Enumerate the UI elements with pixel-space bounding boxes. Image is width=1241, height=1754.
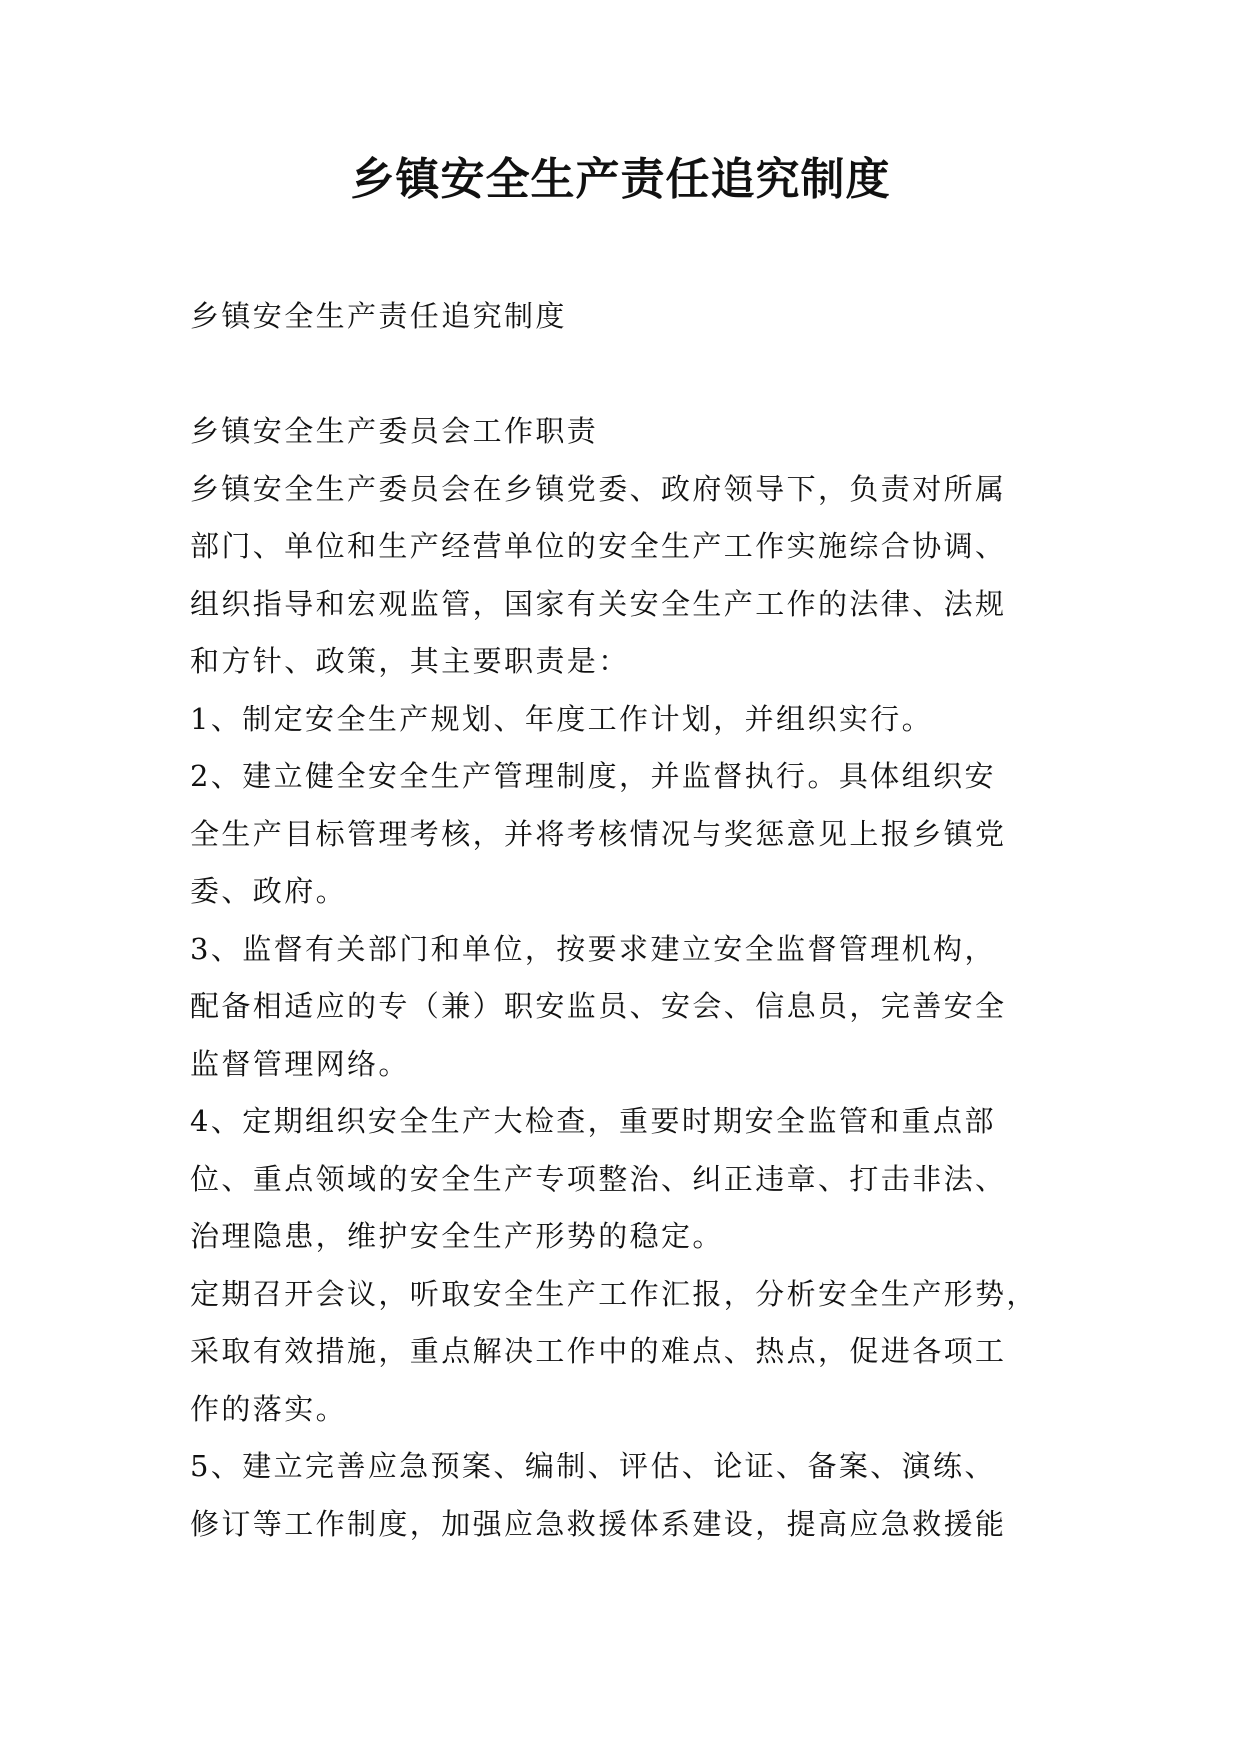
- body-line: 定期召开会议，听取安全生产工作汇报，分析安全生产形势，: [190, 1276, 1038, 1311]
- body-line: 位、重点领域的安全生产专项整治、纠正违章、打击非法、: [190, 1161, 1007, 1196]
- body-line: 采取有效措施，重点解决工作中的难点、热点，促进各项工: [190, 1334, 1007, 1368]
- body-line: 乡镇安全生产委员会在乡镇党委、政府领导下，负责对所属: [190, 471, 1007, 506]
- blank-line: [190, 346, 1070, 404]
- body-line: 配备相适应的专（兼）职安监员、安会、信息员，完善安全: [190, 989, 1007, 1023]
- body-line: 全生产目标管理考核，并将考核情况与奖惩意见上报乡镇党: [190, 816, 1007, 851]
- document-subtitle: 乡镇安全生产责任追究制度: [190, 299, 567, 333]
- body-line: 修订等工作制度，加强应急救援体系建设，提高应急救援能: [190, 1506, 1007, 1541]
- body-line: 监督管理网络。: [190, 1046, 410, 1081]
- body-line: 2、建立健全安全生产管理制度，并监督执行。具体组织安: [190, 759, 996, 793]
- body-line: 1、制定安全生产规划、年度工作计划，并组织实行。: [190, 701, 934, 736]
- document-title: 乡镇安全生产责任追究制度: [350, 154, 891, 205]
- body-line: 部门、单位和生产经营单位的安全生产工作实施综合协调、: [190, 529, 1007, 563]
- body-line: 4、定期组织安全生产大检查，重要时期安全监管和重点部: [190, 1104, 996, 1138]
- body-line: 作的落实。: [190, 1391, 348, 1426]
- document-body: [190, 288, 1070, 1553]
- body-line: 5、建立完善应急预案、编制、评估、论证、备案、演练、: [190, 1449, 996, 1483]
- section-heading: 乡镇安全生产委员会工作职责: [190, 414, 599, 448]
- body-line: 组织指导和宏观监管，国家有关安全生产工作的法律、法规: [190, 586, 1007, 621]
- body-line: 委、政府。: [190, 874, 348, 908]
- body-line: 3、监督有关部门和单位，按要求建立安全监督管理机构，: [190, 931, 996, 966]
- body-line: 治理隐患，维护安全生产形势的稳定。: [190, 1219, 724, 1253]
- body-line: 和方针、政策，其主要职责是：: [190, 644, 630, 678]
